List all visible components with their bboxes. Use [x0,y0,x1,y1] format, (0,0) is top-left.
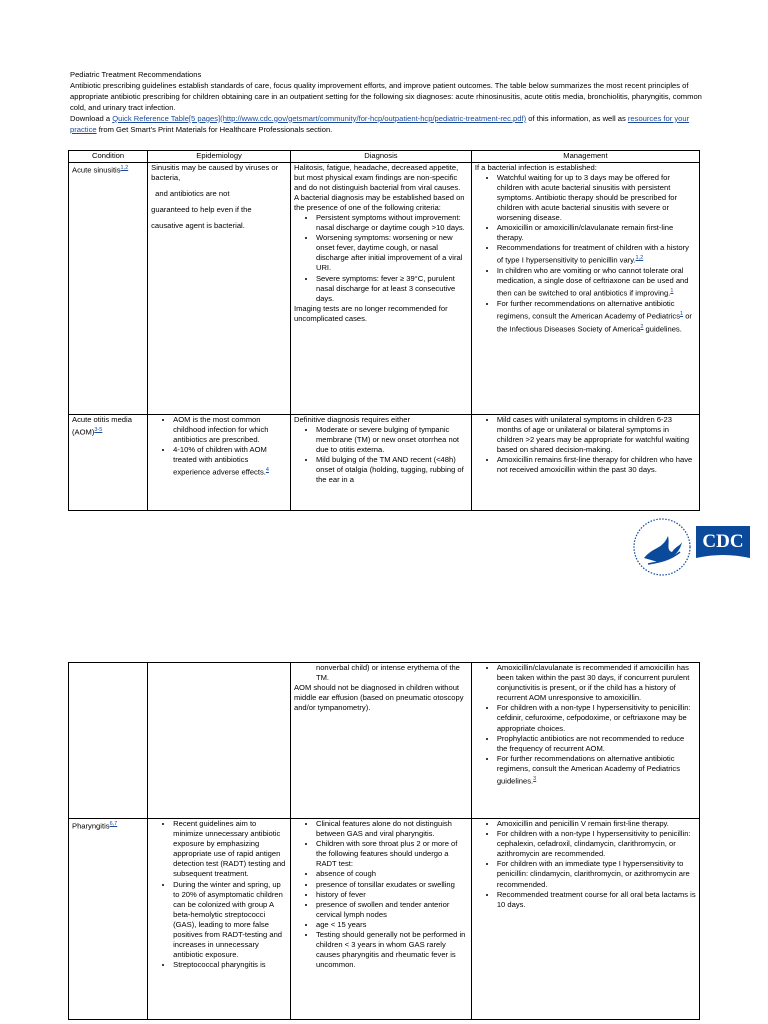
list-item: • presence of tonsillar exudates or swelling [316,880,468,890]
header-management: Management [471,151,699,163]
treatment-table-continued [68,662,700,1020]
list-item: • Amoxicillin or amoxicillin/clavulanate remain first-line therapy. [497,223,696,243]
reference-link[interactable]: 1,2 [120,164,129,171]
quick-reference-link[interactable]: Quick Reference Table[5 pages](http://www.cdc.gov/getsmart/community/for-hcp/outpatient-hcp/pediatric-treatment-rec.pdf) [112,113,527,123]
epidemiology-cell [148,663,291,819]
epidemiology-cell [148,162,291,414]
reference-link[interactable]: 3-5 [94,426,103,433]
epidemiology-list [151,819,287,970]
diagnosis-text: A bacterial diagnosis may be established based on the presence of one of the following criteria: [293,192,465,212]
list-item [497,754,696,787]
list-item-text: guidelines. [645,324,682,334]
header-diagnosis: Diagnosis [290,151,471,163]
list-item: • For children with a non-type I hypersensitivity to penicillin: cephalexin, cefadroxil, clindamycin, clarithromycin, or azithromycin are recommended. [497,829,696,859]
list-item: • Testing should generally not be performed in children < 3 years in whom GAS rarely causes pharyngitis and rheumatic fever is uncommon. [316,930,468,970]
table-row-aom-continued [69,663,700,819]
list-item: • absence of cough [316,869,468,879]
list-item: • Amoxicillin/clavulanate is recommended if amoxicillin has been taken within the past 30 days, if concurrent purulent conjunctivitis is present, or if the child has a history of recurrent AOM unresponsive to amoxicillin. [497,663,696,703]
management-list [475,415,696,476]
reference-link[interactable]: 6,7 [109,821,118,827]
logo-area [632,516,754,578]
header-epidemiology: Epidemiology [148,151,291,163]
diagnosis-cell [290,819,471,1020]
list-item: • Worsening symptoms: worsening or new onset fever, daytime cough, or nasal discharge after initial improvement of a viral URI. [316,233,468,273]
download-suffix: from Get Smart's Print Materials for Healthcare Professionals section. [98,124,333,134]
list-item: • Amoxicillin and penicillin V remain first-line therapy. [497,819,696,829]
condition-cell [69,414,148,510]
reference-link[interactable]: 3 [533,776,537,783]
intro-section [70,70,710,135]
list-item: • Mild cases with unilateral symptoms in children 6-23 months of age or unilateral or bilateral symptoms in children >2 years may be appropriate for watchful waiting based on shared decision-making. [497,415,696,455]
epidemiology-list [151,415,287,478]
management-list [475,819,696,910]
logos-svg [632,516,754,578]
list-item: • For children with an immediate type I hypersensitivity to penicillin: clindamycin, clarithromycin, or azithromycin are recommended. [497,859,696,889]
condition-sinusitis: Acute sinusitis [72,165,121,175]
list-item: • Streptococcal pharyngitis is [173,960,287,970]
reference-link[interactable]: 2 [640,323,644,330]
table-row-aom [69,414,700,510]
page-title: Pediatric Treatment Recommendations [70,70,202,79]
list-item [173,445,287,478]
management-text: If a bacterial infection is established: [474,162,597,172]
diagnosis-text: Imaging tests are no longer recommended for uncomplicated cases. [293,303,448,323]
epidemiology-text: Sinusitis may be caused by viruses or bacteria, [151,162,279,182]
list-item: • Watchful waiting for up to 3 days may be offered for children with acute bacterial sinusitis with persistent symptoms. Antibiotic therapy should be prescribed for children with acute bacterial sinusitis with severe or worsening disease. [497,173,696,223]
list-item: • AOM is the most common childhood infection for which antibiotics are prescribed. [173,415,287,445]
diagnosis-text: AOM should not be diagnosed in children without middle ear effusion (based on pneumatic otoscopy and/or tympanometry). [293,683,464,713]
table-row-sinusitis [69,162,700,414]
condition-pharyngitis: Pharyngitis [72,821,110,831]
list-item [497,299,696,334]
table-header-row [69,151,700,163]
list-item: • Moderate or severe bulging of tympanic membrane (TM) or new onset otorrhea not due to otitis externa. [316,425,468,455]
reference-link[interactable]: 1,2 [635,255,644,262]
condition-cell [69,162,148,414]
list-item-text: In children who are vomiting or who cannot tolerate oral medication, a single dose of ceftriaxone can be used and then can be switched to oral antibiotics if improving. [496,265,689,298]
list-item-text: or the Infectious Diseases Society of America [496,311,692,334]
management-cell [471,663,699,819]
resources-link[interactable]: resources for your practice [70,113,690,134]
epidemiology-text: causative agent is bacterial. [151,220,245,230]
condition-aom: Acute otitis media (AOM) [72,414,132,437]
list-item: • Clinical features alone do not distinguish between GAS and viral pharyngitis. [316,819,468,839]
list-item [497,243,696,266]
diagnosis-cell [290,162,471,414]
reference-link[interactable]: 1 [680,310,684,317]
list-item: • Severe symptoms: fever ≥ 39°C, purulent nasal discharge for at least 3 consecutive days. [316,274,468,304]
epidemiology-text: and antibiotics are not [155,188,230,198]
diagnosis-list [294,425,468,486]
reference-link[interactable]: 4 [265,466,269,473]
header-condition: Condition [69,151,148,163]
condition-cell [69,819,148,1020]
list-item: • Children with sore throat plus 2 or more of the following features should undergo a RADT test: [316,839,468,869]
management-list [475,663,696,787]
epidemiology-text: guaranteed to help even if the [151,204,252,214]
epidemiology-cell [148,819,291,1020]
list-item: • history of fever [316,890,468,900]
list-item: • age < 15 years [316,920,468,930]
management-cell [471,162,699,414]
list-item-text: 4-10% of children with AOM treated with antibiotics experience adverse effects. [173,444,267,477]
diagnosis-list [294,213,468,304]
reference-link[interactable]: 1 [670,288,674,295]
list-item: • Recent guidelines aim to minimize unnecessary antibiotic exposure by emphasizing appropriate use of rapid antigen detection test (RADT) testing and subsequent treatment. [173,819,287,880]
epidemiology-cell [148,414,291,510]
diagnosis-cell [290,663,471,819]
management-list [475,173,696,335]
cdc-logo [696,526,750,558]
hhs-seal-logo [634,519,690,575]
treatment-table [68,150,700,511]
intro-paragraph: Antibiotic prescribing guidelines establish standards of care, focus quality improvement efforts, and improve patient outcomes. The table below summarizes the most recent principles of appropriate antibiotic prescribing for children obtaining care in an outpatient setting for the following six diagnoses: acute rhinosinusitis, acute otitis media, bronchiolitis, pharyngitis, common cold, and urinary tract infection. [70,80,702,112]
cdc-logo-text: CDC [702,531,744,552]
download-mid: of this information, as well as [528,113,626,123]
diagnosis-list [294,819,468,970]
table-row-pharyngitis [69,819,700,1020]
list-item: • Recommended treatment course for all oral beta lactams is 10 days. [497,890,696,910]
management-cell [471,414,699,510]
list-item-text: For further recommendations on alternative antibiotic regimens, consult the American Academy of Pediatrics guidelines. [496,753,681,786]
management-cell [471,819,699,1020]
list-item: • Amoxicillin remains first-line therapy for children who have not received amoxicillin within the past 30 days. [497,455,696,475]
list-item-text: For further recommendations on alternative antibiotic regimens, consult the American Academy of Pediatrics [496,298,681,321]
diagnosis-text: nonverbal child) or intense erythema of the TM. [315,663,460,683]
download-line [70,114,710,136]
download-prefix: Download a [70,113,111,123]
condition-cell [69,663,148,819]
list-item-text: Recommendations for treatment of children with a history of type I hypersensitivity to penicillin vary. [496,243,689,265]
list-item: • During the winter and spring, up to 20% of asymptomatic children can be colonized with group A beta-hemolytic streptococci (GAS), leading to more false positives from RADT-testing and increases in unnecessary antibiotic exposure. [173,880,287,961]
diagnosis-text: Halitosis, fatigue, headache, decreased appetite, but most physical exam findings are non-specific and do not distinguish bacterial from viral causes. [293,162,461,192]
list-item: • Prophylactic antibiotics are not recommended to reduce the frequency of recurrent AOM. [497,734,696,754]
diagnosis-cell [290,414,471,510]
list-item: • Persistent symptoms without improvement: nasal discharge or daytime cough >10 days. [316,213,468,233]
list-item: • For children with a non-type I hypersensitivity to penicillin: cefdinir, cefuroxime, cefpodoxime, or ceftriaxone may be appropriate choices. [497,703,696,733]
list-item [497,266,696,299]
diagnosis-text: Definitive diagnosis requires either [293,414,411,424]
list-item: • Mild bulging of the TM AND recent (<48h) onset of otalgia (holding, tugging, rubbing of the ear in a [316,455,468,485]
list-item: • presence of swollen and tender anterior cervical lymph nodes [316,900,468,920]
